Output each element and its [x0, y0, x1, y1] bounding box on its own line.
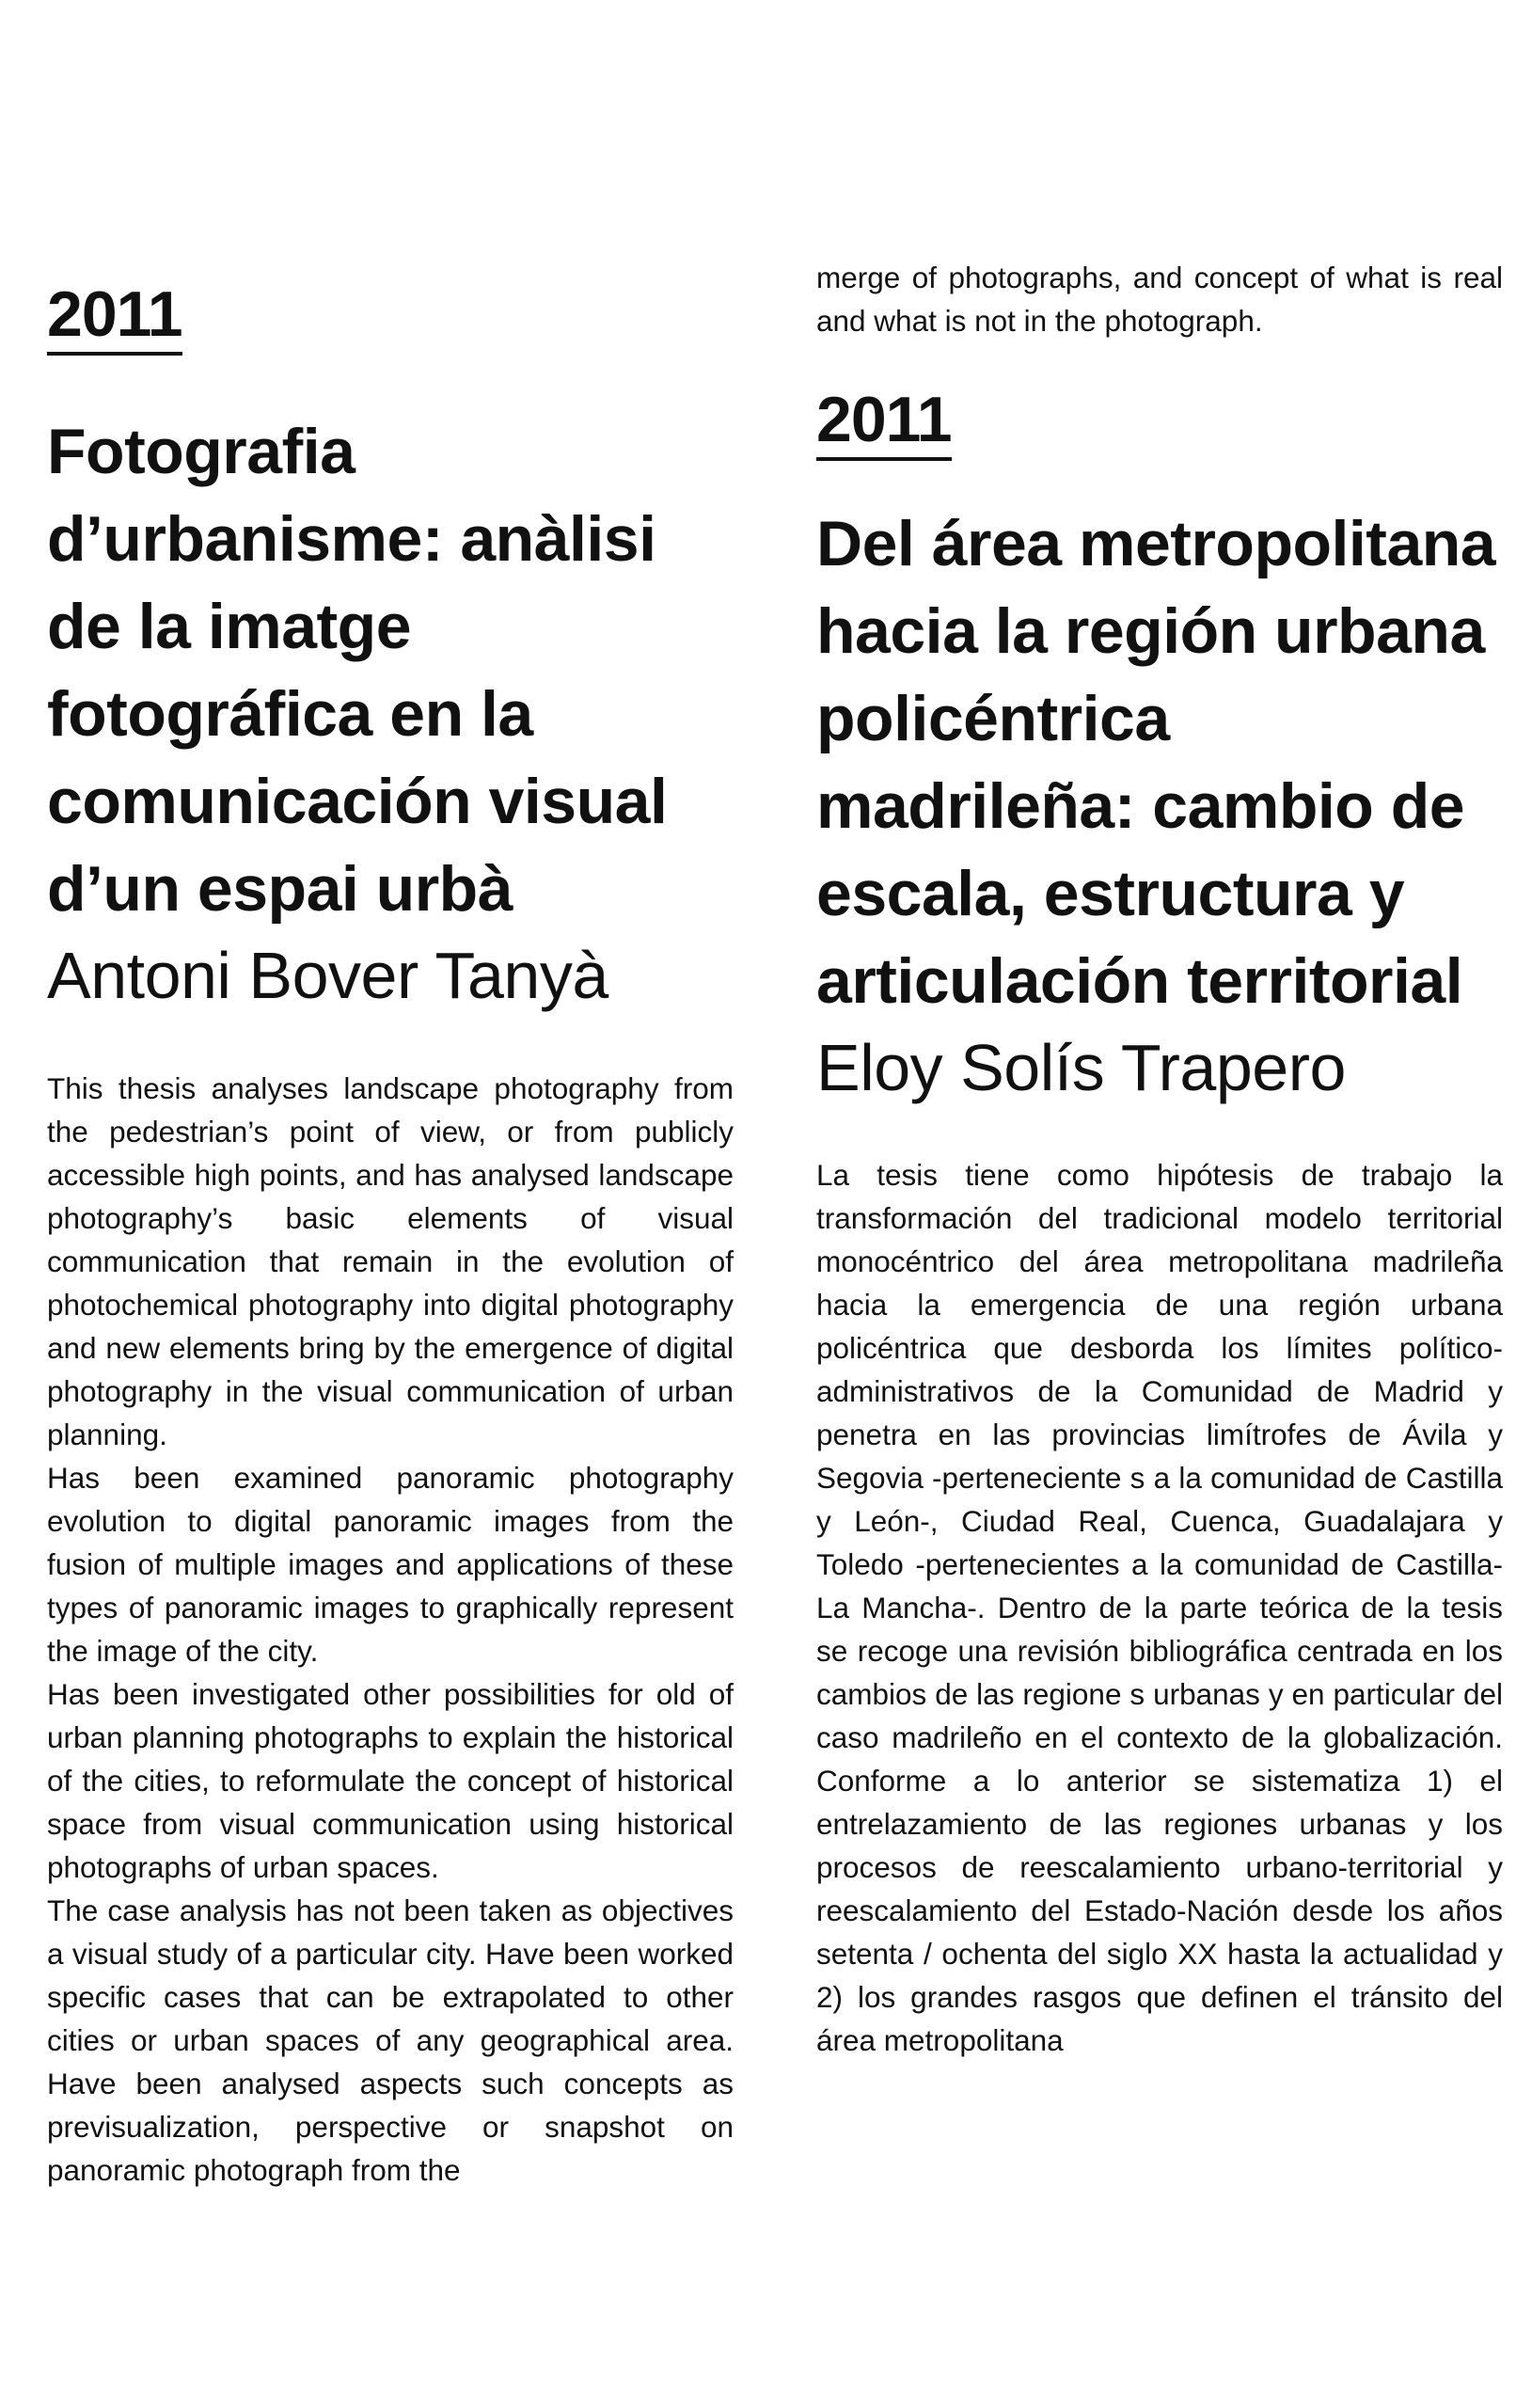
thesis-author: Eloy Solís Trapero — [816, 1031, 1346, 1104]
thesis-title: Fotografia d’urbanisme: anàlisi de la imatge fotográfica en la comunicación visual d’un espai urbà — [47, 416, 668, 925]
right-column — [816, 256, 1503, 2062]
thesis-abstract — [816, 1153, 1503, 2062]
abstract-paragraph: This thesis analyses landscape photography from the pedestrian’s point of view, or from publicly accessible high points, and has analysed landscape photography’s basic elements of visual communication that remain in the evolution of photochemical photography into digital photography and new elements bring by the emergence of digital photography in the visual communication of urban planning. — [47, 1071, 734, 1451]
continued-abstract-text: merge of photographs, and concept of what is real and what is not in the photograph. — [816, 261, 1503, 338]
abstract-paragraph: La tesis tiene como hipótesis de trabajo la transformación del tradicional modelo territorial monocéntrico del área metropolitana madrileña hacia la emergencia de una región urbana policéntrica que desborda los límites político-administrativos de la Comunidad de Madrid y penetra en las provincias limítrofes de Ávila y Segovia -perteneciente s a la comunidad de Castilla y León-, Ciudad Real, Cuenca, Guadalajara y Toledo -pertenecientes a la comunidad de Castilla-La Mancha-. Dentro de la parte teórica de la tesis se recoge una revisión bibliográfica centrada en los cambios de las regione s urbanas y en particular del caso madrileño en el contexto de la globalización. Conforme a lo anterior se sistematiza 1) el entrelazamiento de las regiones urbanas y los procesos de reescalamiento urbano-territorial y reescalamiento del Estado-Nación desde los años setenta / ochenta del siglo XX hasta la actualidad y 2) los grandes rasgos que definen el tránsito del área metropolitana — [816, 1158, 1503, 2057]
left-column — [47, 254, 734, 2192]
abstract-paragraph: Has been investigated other possibilities for old of urban planning photographs to explain the historical of the cities, to reformulate the concept of historical space from visual communication using historical photographs of urban spaces. — [47, 1677, 734, 1884]
thesis-abstract — [47, 1067, 734, 2192]
entry-year: 2011 — [47, 282, 182, 356]
thesis-title: Del área metropolitana hacia la región urbana policéntrica madrileña: cambio de escala, estructura y articulación territorial — [816, 508, 1496, 1017]
thesis-author: Antoni Bover Tanyà — [47, 939, 608, 1012]
entry-year: 2011 — [816, 388, 952, 461]
abstract-paragraph: Has been examined panoramic photography evolution to digital panoramic images from the fusion of multiple images and applications of these types of panoramic images to graphically represent the image of the city. — [47, 1461, 734, 1668]
abstract-paragraph: The case analysis has not been taken as objectives a visual study of a particular city. Have been worked specific cases that can be extrapolated to other cities or urban spaces of any geographical area. Have been analysed aspects such concepts as previsualization, perspective or snapshot on panoramic photograph from the — [47, 1893, 734, 2187]
